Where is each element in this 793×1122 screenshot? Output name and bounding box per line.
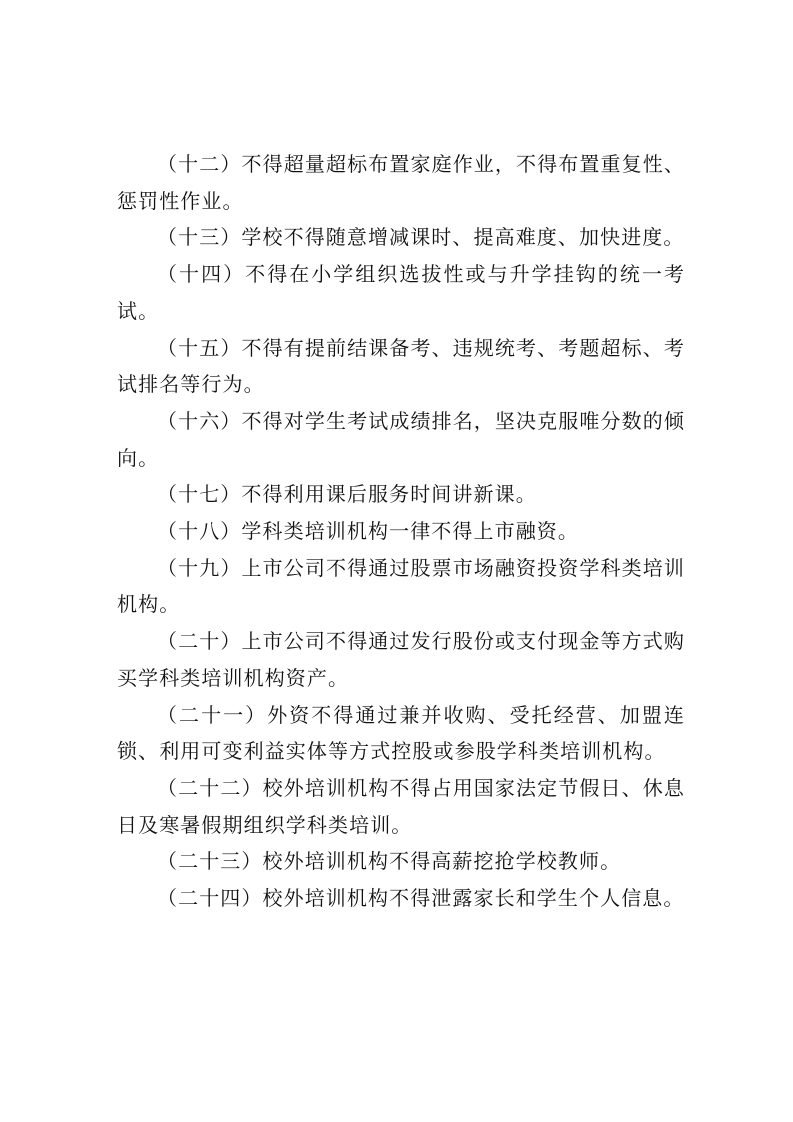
paragraph-19: （十九）上市公司不得通过股票市场融资投资学科类培训机构。 xyxy=(117,555,685,617)
document-body xyxy=(117,146,685,917)
paragraph-23: （二十三）校外培训机构不得高薪挖抢学校教师。 xyxy=(157,849,622,874)
paragraph-15: （十五）不得有提前结课备考、违规统考、考题超标、考试排名等行为。 xyxy=(117,335,685,397)
paragraph-16: （十六）不得对学生考试成绩排名，坚决克服唯分数的倾向。 xyxy=(117,408,685,470)
paragraph-24: （二十四）校外培训机构不得泄露家长和学生个人信息。 xyxy=(157,886,685,911)
paragraph-17: （十七）不得利用课后服务时间讲新课。 xyxy=(157,482,537,507)
paragraph-22: （二十二）校外培训机构不得占用国家法定节假日、休息日及寒暑假期组织学科类培训。 xyxy=(117,775,685,837)
paragraph-21: （二十一）外资不得通过兼并收购、受托经营、加盟连锁、利用可变利益实体等方式控股或参股学科类培训机构。 xyxy=(117,702,685,764)
paragraph-20: （二十）上市公司不得通过发行股份或支付现金等方式购买学科类培训机构资产。 xyxy=(117,629,685,690)
paragraph-14: （十四）不得在小学组织选拔性或与升学挂钩的统一考试。 xyxy=(117,262,685,323)
paragraph-13: （十三）学校不得随意增减课时、提高难度、加快进度。 xyxy=(157,225,685,250)
paragraph-12: （十二）不得超量超标布置家庭作业，不得布置重复性、惩罚性作业。 xyxy=(117,152,685,213)
paragraph-18: （十八）学科类培训机构一律不得上市融资。 xyxy=(157,519,579,544)
